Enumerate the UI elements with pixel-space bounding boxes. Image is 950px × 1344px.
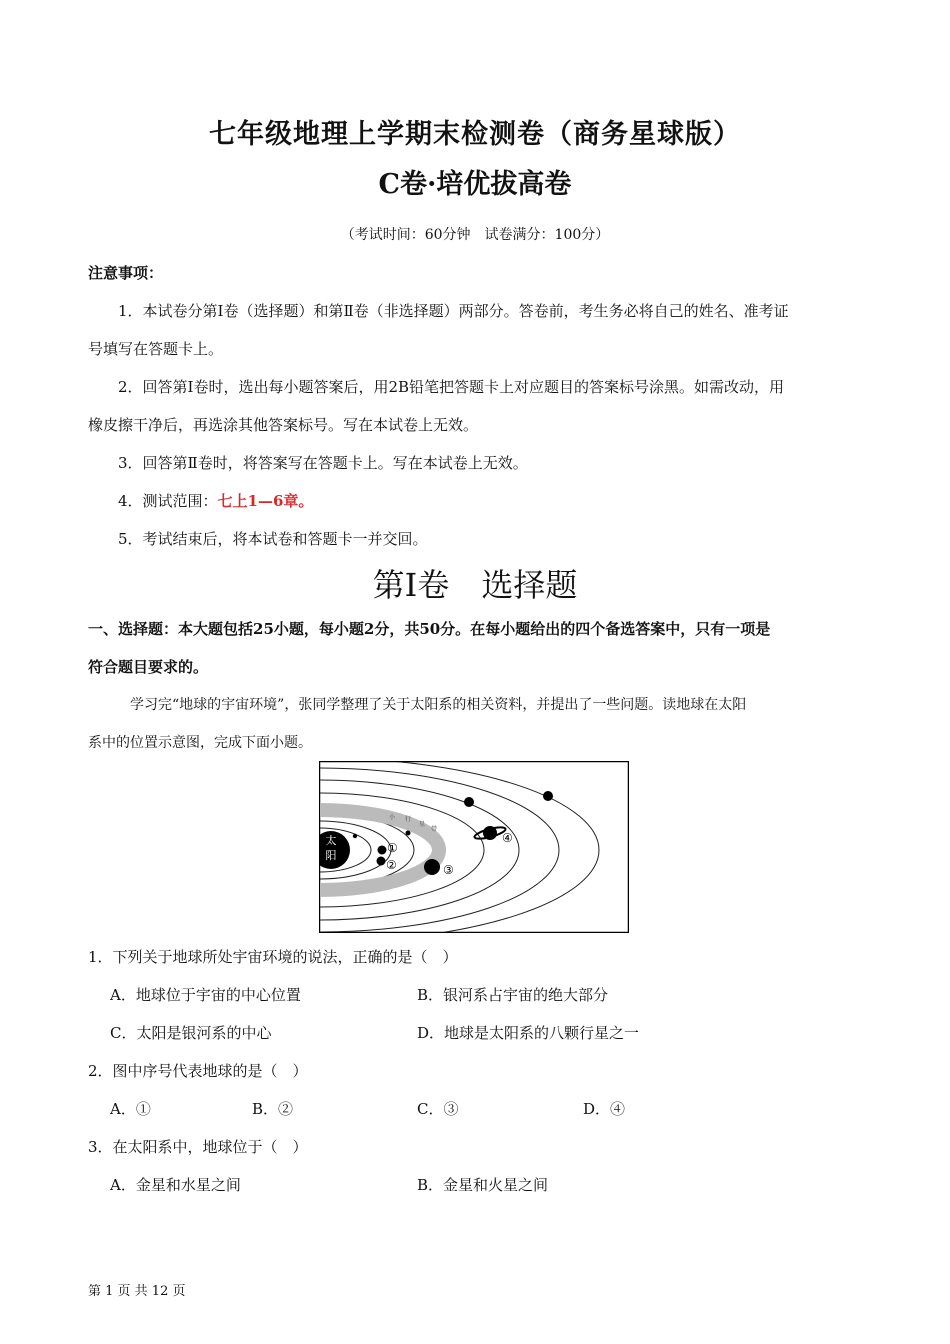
belt-label-3: 星 <box>419 821 426 828</box>
question-1-option-a[interactable]: A．地球位于宇宙的中心位置 <box>110 986 301 1004</box>
planet-mercury <box>353 834 357 838</box>
note-1-line1: 1．本试卷分第Ⅰ卷（选择题）和第Ⅱ卷（非选择题）两部分。答卷前，考生务必将自己的姓名、准考证 <box>118 302 789 320</box>
planet-3 <box>424 859 440 875</box>
marker-1: ① <box>387 841 398 855</box>
question-2-option-a[interactable]: A．① <box>110 1100 151 1118</box>
question-2-option-c[interactable]: C．③ <box>417 1100 459 1118</box>
marker-2: ② <box>386 858 397 872</box>
passage-line2: 系中的位置示意图，完成下面小题。 <box>88 735 312 751</box>
planet-2 <box>377 857 386 866</box>
question-2-option-d[interactable]: D．④ <box>583 1100 626 1118</box>
note-2-line2: 橡皮擦干净后，再选涂其他答案标号。写在本试卷上无效。 <box>88 416 479 434</box>
notes-heading: 注意事项： <box>88 264 164 282</box>
section-instruction-line1: 一、选择题：本大题包括25小题，每小题2分，共50分。在每小题给出的四个备选答案中，只有一项是 <box>88 620 771 638</box>
belt-label-4: 带 <box>431 826 438 833</box>
marker-3: ③ <box>443 863 454 877</box>
solar-system-diagram <box>319 761 629 933</box>
section-title: 第Ⅰ卷 选择题 <box>372 566 578 604</box>
note-4 <box>118 490 313 511</box>
question-2-stem: 2．图中序号代表地球的是（ ） <box>88 1062 308 1080</box>
note-4-prefix: 4．测试范围： <box>118 492 218 510</box>
planet-uranus <box>464 797 474 807</box>
sun-label-2: 阳 <box>325 849 337 862</box>
exam-title: 七年级地理上学期末检测卷（商务星球版） <box>209 119 741 150</box>
section-instruction-line2: 符合题目要求的。 <box>88 658 209 676</box>
planet-1 <box>378 846 387 855</box>
question-2-option-b[interactable]: B．② <box>252 1100 294 1118</box>
question-1-option-d[interactable]: D．地球是太阳系的八颗行星之一 <box>417 1024 640 1042</box>
question-1-option-b[interactable]: B．银河系占宇宙的绝大部分 <box>417 986 609 1004</box>
note-3: 3．回答第Ⅱ卷时，将答案写在答题卡上。写在本试卷上无效。 <box>118 454 528 472</box>
question-3-option-a[interactable]: A．金星和水星之间 <box>110 1176 241 1194</box>
note-4-range: 七上1—6章。 <box>217 492 314 510</box>
sun-label-1: 太 <box>325 834 337 847</box>
exam-meta: （考试时间：60分钟 试卷满分：100分） <box>340 227 610 243</box>
page-footer: 第 1 页 共 12 页 <box>88 1284 186 1299</box>
question-1-stem: 1．下列关于地球所处宇宙环境的说法，正确的是（ ） <box>88 948 458 966</box>
exam-subtitle: C卷·培优拔高卷 <box>378 169 572 200</box>
note-2-line1: 2．回答第Ⅰ卷时，选出每小题答案后，用2B铅笔把答题卡上对应题目的答案标号涂黑。如需改动，用 <box>118 378 785 396</box>
belt-label-1: 小 <box>389 814 396 821</box>
planet-mars <box>406 831 411 836</box>
planet-neptune <box>543 791 553 801</box>
question-3-option-b[interactable]: B．金星和火星之间 <box>417 1176 549 1194</box>
question-3-stem: 3．在太阳系中，地球位于（ ） <box>88 1138 308 1156</box>
note-1-line2: 号填写在答题卡上。 <box>88 340 224 358</box>
belt-label-2: 行 <box>405 816 412 823</box>
note-5: 5．考试结束后，将本试卷和答题卡一并交回。 <box>118 530 428 548</box>
marker-4: ④ <box>502 831 513 845</box>
question-1-option-c[interactable]: C．太阳是银河系的中心 <box>110 1024 272 1042</box>
passage-line1: 学习完“地球的宇宙环境”，张同学整理了关于太阳系的相关资料，并提出了一些问题。读地球在太阳 <box>130 697 747 713</box>
